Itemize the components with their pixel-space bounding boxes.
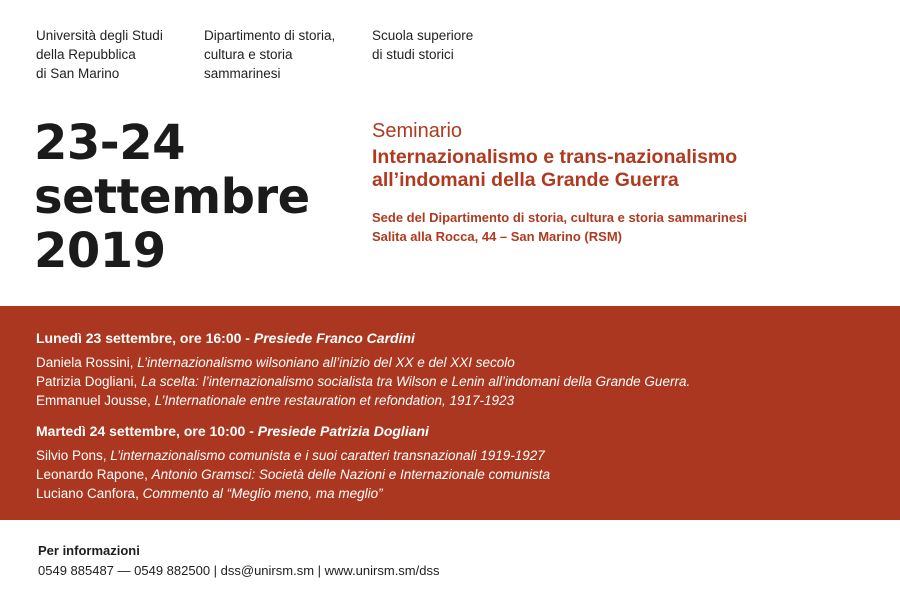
day-chair: Presiede Franco Cardini <box>253 330 415 346</box>
talk-item <box>36 353 864 372</box>
program-day-2 <box>36 422 864 503</box>
day-heading <box>36 422 864 441</box>
talk-item <box>36 372 864 391</box>
seminar-info <box>372 118 882 246</box>
talk-title: Commento al “Meglio meno, ma meglio” <box>142 486 383 501</box>
seminar-venue: Sede del Dipartimento di storia, cultura e storia sammarinesi Salita alla Rocca, 44 – San Marino (RSM) <box>372 210 747 244</box>
talk-title: L’internazionalismo comunista e i suoi caratteri transnazionali 1919-1927 <box>110 448 545 463</box>
seminar-title: Internazionalismo e trans-nazionalismo all’indomani della Grande Guerra <box>372 146 738 191</box>
talk-item <box>36 484 864 503</box>
talk-item <box>36 465 864 484</box>
talk-title: Antonio Gramsci: Società delle Nazioni e Internazionale comunista <box>151 467 551 482</box>
talk-item <box>36 391 864 410</box>
institution-university: Università degli Studi della Repubblica di San Marino <box>36 28 163 81</box>
day-date-time: Martedì 24 settembre, ore 10:00 - <box>36 423 258 439</box>
talk-title: La scelta: l’internazionalismo socialista tra Wilson e Lenin all’indomani della Grande Guerra. <box>141 374 691 389</box>
day-heading <box>36 329 864 348</box>
institution-school: Scuola superiore di studi storici <box>372 28 474 62</box>
talk-speaker: Patrizia Dogliani, <box>36 374 142 389</box>
program-band <box>0 306 900 520</box>
talk-title: L’internazionalismo wilsoniano all’inizio del XX e del XXI secolo <box>137 355 515 370</box>
contact-footer <box>38 542 439 580</box>
contact-details: 0549 885487 — 0549 882500 | dss@unirsm.sm | www.unirsm.sm/dss <box>38 563 440 578</box>
program-day-1 <box>36 329 864 410</box>
talk-speaker: Silvio Pons, <box>36 448 111 463</box>
contact-heading: Per informazioni <box>38 543 140 558</box>
talk-speaker: Leonardo Rapone, <box>36 467 152 482</box>
day-date-time: Lunedì 23 settembre, ore 16:00 - <box>36 330 254 346</box>
event-date: 23-24 settembre 2019 <box>34 115 310 279</box>
seminar-label: Seminario <box>372 120 463 142</box>
talk-speaker: Luciano Canfora, <box>36 486 143 501</box>
talk-speaker: Daniela Rossini, <box>36 355 138 370</box>
institution-department: Dipartimento di storia, cultura e storia sammarinesi <box>204 28 336 81</box>
institutions-header <box>36 26 572 83</box>
talk-speaker: Emmanuel Jousse, <box>36 393 155 408</box>
talk-item <box>36 446 864 465</box>
talk-title: L’Internationale entre restauration et refondation, 1917-1923 <box>154 393 515 408</box>
day-chair: Presiede Patrizia Dogliani <box>257 423 429 439</box>
